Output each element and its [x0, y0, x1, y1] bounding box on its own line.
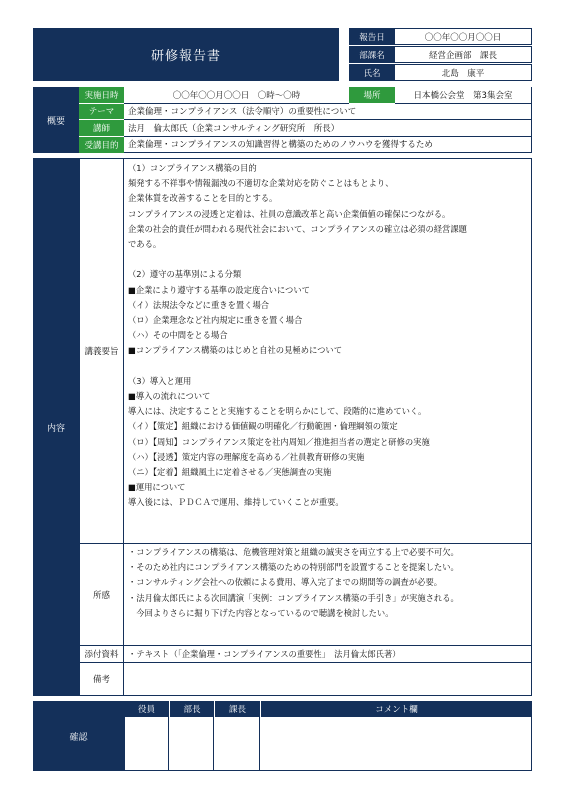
report-date-value[interactable]: 〇〇年〇〇月〇〇日: [395, 28, 532, 45]
name-row: [349, 64, 532, 81]
attachment-body[interactable]: [124, 646, 532, 663]
place-label: 場所: [349, 87, 395, 104]
name-value[interactable]: 北島 康平: [395, 64, 532, 81]
summary-line: 導入には、決定することと実施することを明らかにして、段階的に進めていく。: [128, 406, 427, 417]
impression-line: ・法月倫太郎氏による次回講演「実例：コンプライアンス構築の手引き」が実施される。: [128, 592, 459, 603]
department-value[interactable]: 経営企画部 課長: [395, 46, 532, 63]
impression-label: 所感: [79, 544, 124, 646]
summary-label: 講義要旨: [79, 158, 124, 544]
summary-line: 頻発する不祥事や情報漏洩の不適切な企業対応を防ぐことはもとより、: [128, 178, 394, 189]
summary-line: である。: [128, 239, 162, 250]
impression-line: ・コンプライアンスの構築は、危機管理対策と組織の誠実さを両立する上で必要不可欠。: [128, 547, 459, 557]
impression-line: ・そのため社内にコンプライアンス構築のための特別部門を設置することを提案したい。: [128, 562, 459, 573]
attachment-value: ・テキスト（「企業倫理・コンプライアンスの重要性」 法月倫太郎氏著）: [128, 649, 401, 659]
confirm-label: 確認: [33, 701, 124, 771]
lecturer-label: 講師: [79, 120, 124, 137]
summary-line: （ロ）企業理念など社内規定に重きを置く場合: [128, 315, 303, 326]
theme-label: テーマ: [79, 104, 124, 121]
summary-line: （ニ）【定着】組織風土に定着させる／実態調査の実施: [128, 467, 332, 478]
executive-header: 役員: [124, 701, 169, 717]
summary-body[interactable]: [124, 158, 532, 544]
report-date-label: 報告日: [349, 28, 395, 45]
impression-line: ・コンサルティング会社への依頼による費用、導入完了までの期間等の調査が必要。: [128, 577, 443, 588]
summary-line: 企業の社会的責任が問われる現代社会において、コンプライアンスの確立は必須の経営課題: [128, 223, 467, 234]
impression-body[interactable]: [124, 544, 532, 646]
theme-value[interactable]: 企業倫理・コンプライアンス（法令順守）の重要性について: [124, 104, 532, 121]
remarks-label: 備考: [79, 663, 124, 696]
summary-line: （イ）法規法令などに重きを置く場合: [128, 299, 270, 310]
place-value[interactable]: 日本橋公会堂 第3集会室: [395, 87, 532, 104]
comment-cell[interactable]: [260, 717, 532, 771]
summary-line: （3）導入と運用: [128, 375, 192, 386]
report-title: 研修報告書: [33, 28, 339, 81]
summary-line: 導入後には、ＰＤＣＡで運用、維持していくことが重要。: [128, 497, 344, 508]
section-chief-header: 課長: [214, 701, 260, 717]
attachment-label: 添付資料: [79, 646, 124, 663]
purpose-label: 受講目的: [79, 137, 124, 154]
summary-line: 企業体質を改善することを目的とする。: [128, 193, 278, 204]
department-row: [349, 46, 532, 63]
report-date-row: [349, 28, 532, 45]
summary-line: ■コンプライアンス構築のはじめと自社の見極めについて: [128, 345, 343, 356]
summary-line: （イ）【策定】組織における価値観の明確化／行動範囲・倫理綱領の策定: [128, 421, 398, 432]
summary-line: [124, 252, 531, 267]
summary-line: ■運用について: [128, 482, 186, 493]
summary-line: ■企業により遵守する基準の設定度合いについて: [128, 284, 310, 295]
overview-label: 概要: [33, 87, 79, 153]
summary-line: ■導入の流れについて: [128, 391, 211, 402]
executive-stamp-cell[interactable]: [124, 717, 169, 771]
date-label: 実施日時: [79, 87, 124, 104]
department-label: 部課名: [349, 46, 395, 63]
content-label: 内容: [33, 158, 79, 696]
summary-line: （ロ）【周知】コンプライアンス策定を社内周知／推進担当者の選定と研修の実施: [128, 436, 430, 447]
comment-header: コメント欄: [260, 701, 532, 717]
lecturer-value[interactable]: 法月 倫太郎氏（企業コンサルティング研究所 所長）: [124, 120, 532, 137]
impression-line: 今回よりさらに掘り下げた内容となっているので聴講を検討したい。: [128, 607, 394, 618]
report-meta: [349, 28, 532, 81]
summary-line: （ハ）その中間をとる場合: [128, 330, 228, 341]
summary-line: [124, 359, 531, 374]
date-value[interactable]: 〇〇年〇〇月〇〇日 〇時～〇時: [124, 87, 349, 104]
remarks-body[interactable]: [124, 663, 532, 696]
summary-line: （ハ）【浸透】策定内容の理解度を高める／社員教育研修の実施: [128, 451, 365, 462]
name-label: 氏名: [349, 64, 395, 81]
manager-stamp-cell[interactable]: [169, 717, 214, 771]
summary-line: （2）遵守の基準別による分類: [128, 269, 242, 280]
section-chief-stamp-cell[interactable]: [214, 717, 260, 771]
summary-line: コンプライアンスの浸透と定着は、社員の意識改革と高い企業価値の確保につながる。: [128, 208, 451, 219]
summary-line: （1）コンプライアンス構築の目的: [128, 163, 257, 173]
manager-header: 部長: [169, 701, 214, 717]
purpose-value[interactable]: 企業倫理・コンプライアンスの知識習得と構築のためのノウハウを獲得するため: [124, 137, 532, 154]
